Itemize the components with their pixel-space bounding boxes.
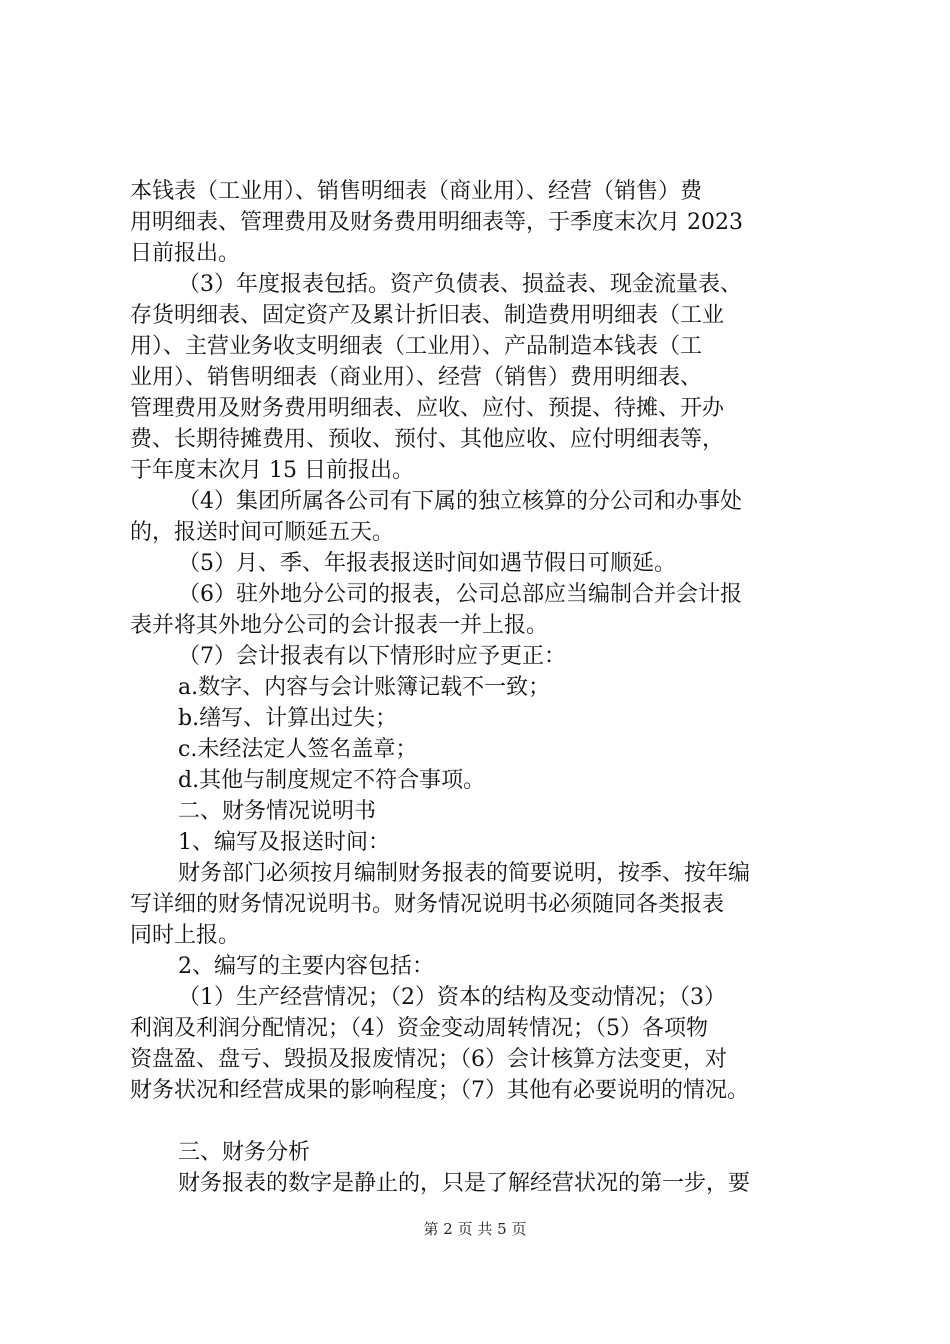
text-line: （7）会计报表有以下情形时应予更正： — [178, 644, 566, 669]
section-heading: 二、财务情况说明书 — [178, 799, 377, 824]
text-line: 于年度末次月 15 日前报出。 — [130, 458, 414, 483]
text-line: 用）、主营业务收支明细表（工业用）、产品制造本钱表（工 — [130, 334, 703, 359]
text-line: （1）生产经营情况；（2）资本的结构及变动情况；（3） — [178, 985, 726, 1010]
subsection-heading: 2、编写的主要内容包括： — [178, 954, 434, 979]
text-line: 财务状况和经营成果的影响程度；（7）其他有必要说明的情况。 — [130, 1078, 749, 1103]
text-line: 财务部门必须按月编制财务报表的简要说明，按季、按年编 — [178, 861, 751, 886]
text-line: d.其他与制度规定不符合事项。 — [178, 768, 486, 793]
text-line: （5）月、季、年报表报送时间如遇节假日可顺延。 — [178, 551, 676, 576]
text-line: 同时上报。 — [130, 923, 241, 948]
text-line: 利润及利润分配情况；（4）资金变动周转情况；（5）各项物 — [130, 1016, 708, 1041]
text-line: 的，报送时间可顺延五天。 — [130, 520, 395, 545]
text-line: 日前报出。 — [130, 241, 241, 266]
text-line: 本钱表（工业用）、销售明细表（商业用）、经营（销售）费 — [130, 179, 703, 204]
text-line: （6）驻外地分公司的报表，公司总部应当编制合并会计报 — [178, 582, 742, 607]
text-line: b.缮写、计算出过失； — [178, 706, 398, 731]
text-line: 存货明细表、固定资产及累计折旧表、制造费用明细表（工业 — [130, 303, 725, 328]
text-line: 业用）、销售明细表（商业用）、经营（销售）费用明细表、 — [130, 365, 703, 390]
text-line: 资盘盈、盘亏、毁损及报废情况；（6）会计核算方法变更，对 — [130, 1047, 727, 1072]
text-line: （4）集团所属各公司有下属的独立核算的分公司和办事处 — [178, 489, 742, 514]
text-line: 费、长期待摊费用、预收、预付、其他应收、应付明细表等， — [130, 427, 725, 452]
text-line: 管理费用及财务费用明细表、应收、应付、预提、待摊、开办 — [130, 396, 725, 421]
subsection-heading: 1、编写及报送时间： — [178, 830, 390, 855]
text-line: 表并将其外地分公司的会计报表一并上报。 — [130, 613, 549, 638]
text-line: 财务报表的数字是静止的，只是了解经营状况的第一步，要 — [178, 1171, 751, 1196]
text-line: a.数字、内容与会计账簿记载不一致； — [178, 675, 551, 700]
section-heading: 三、财务分析 — [178, 1140, 311, 1165]
text-line: 写详细的财务情况说明书。财务情况说明书必须随同各类报表 — [130, 892, 725, 917]
page-footer: 第 2 页 共 5 页 — [423, 1220, 527, 1238]
text-line: 用明细表、管理费用及财务费用明细表等，于季度末次月 2023 — [130, 210, 743, 235]
text-line: （3）年度报表包括。资产负债表、损益表、现金流量表、 — [178, 272, 742, 297]
text-line: c.未经法定人签名盖章； — [178, 737, 418, 762]
